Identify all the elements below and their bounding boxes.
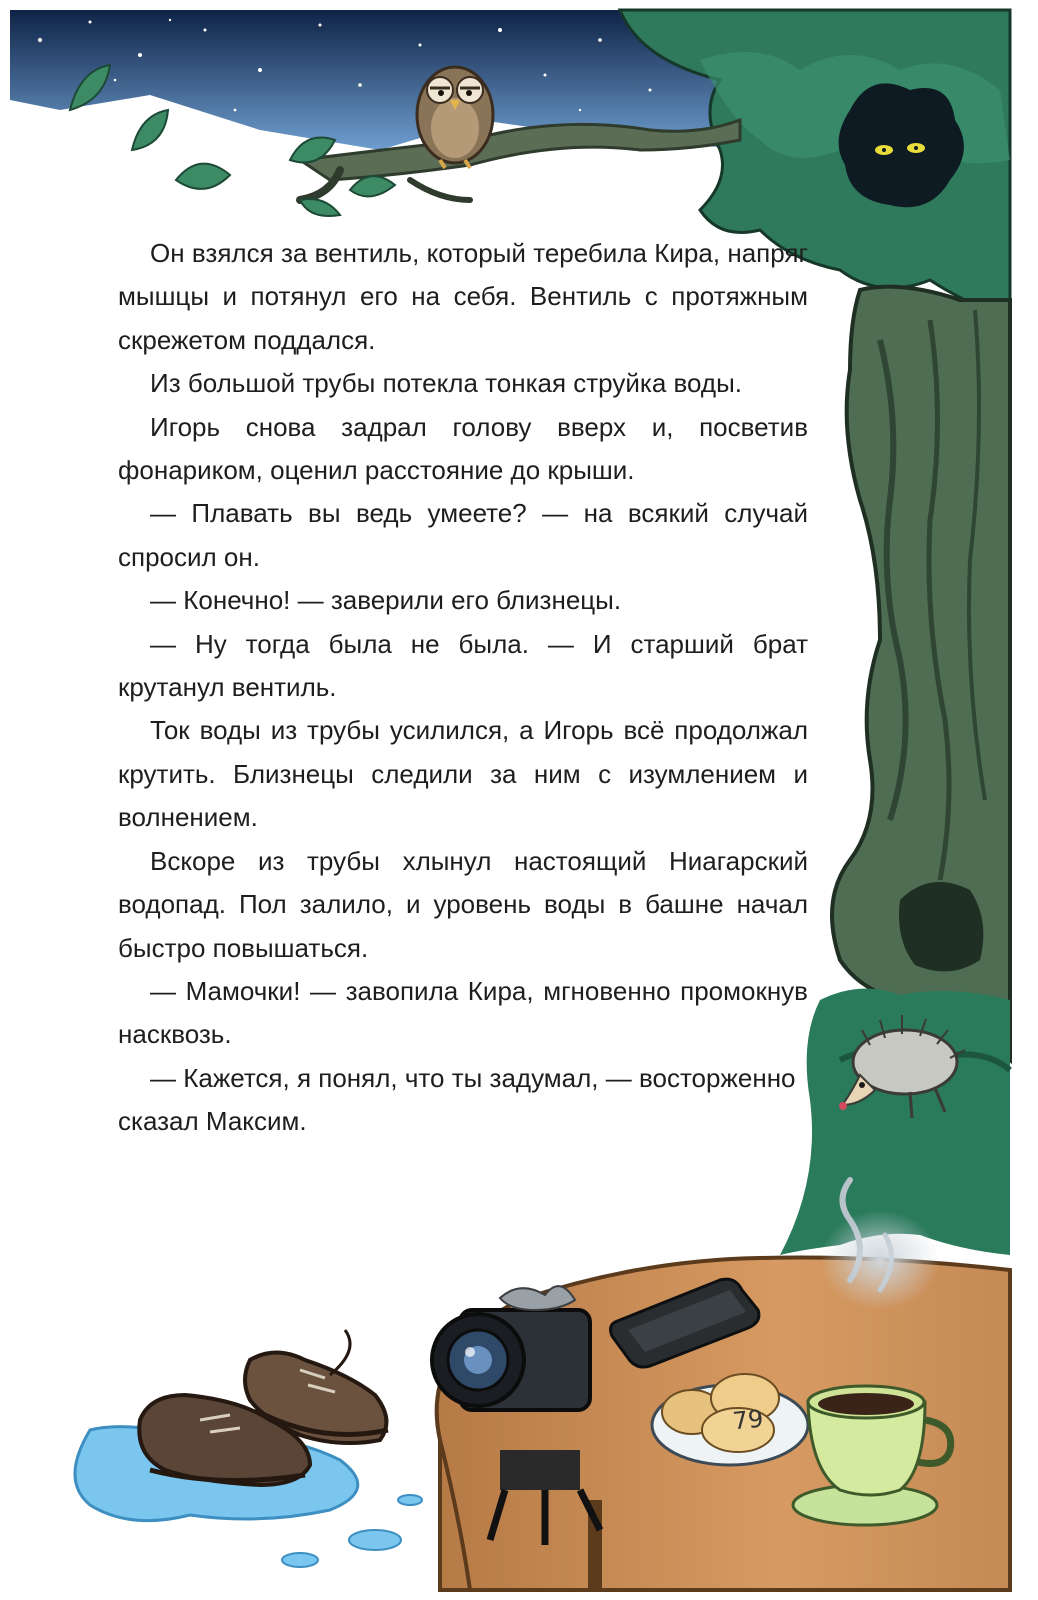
paragraph: Ток воды из трубы усилился, а Игорь всё продолжал крутить. Близнецы следили за ним с изумлением и волнением. [118,715,808,833]
paragraph: Он взялся за вентиль, который теребила Кира, напряг мышцы и потянул его на себя. Вентиль с протяжным скрежетом поддался. [118,238,808,355]
paragraph: — Плавать вы ведь умеете? — на всякий случай спросил он. [118,498,808,572]
paragraph: — Мамочки! — завопила Кира, мгновенно промокнув насквозь. [118,975,808,1050]
paragraph: — Конечно! — заверили его близнецы. [150,585,622,616]
tree-trunk [832,287,1010,1060]
paragraph: Вскоре из трубы хлынул настоящий Ниагарский водопад. Пол залило, и уровень воды в башне начал быстро повышаться. [118,845,808,963]
paragraph: Игорь снова задрал голову вверх и, посветив фонариком, оценил расстояние до крыши. [118,411,808,486]
story-text [118,232,808,1144]
paragraph: Из большой трубы потекла тонкая струйка воды. [150,368,742,399]
paragraph: — Кажется, я понял, что ты задумал, — восторженно сказал Максим. [118,1062,796,1137]
paragraph: — Ну тогда была не была. — И старший брат крутанул вентиль. [118,628,808,703]
page-number: 79 [731,1404,765,1436]
wet-shoes [139,1330,388,1485]
